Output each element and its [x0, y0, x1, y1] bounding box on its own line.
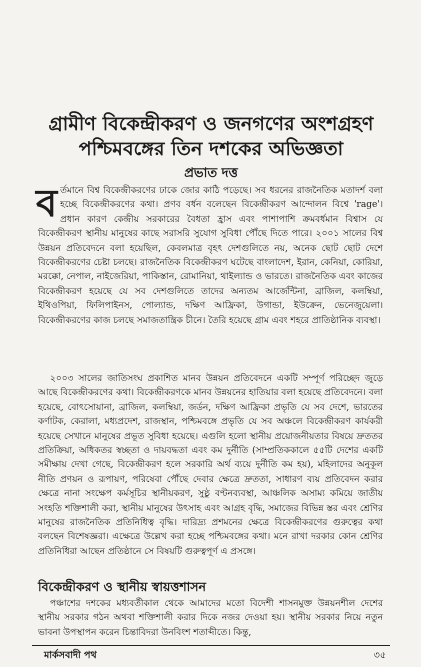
journal-name: মার্কসবাদী পথ	[44, 650, 97, 661]
section-heading: বিকেন্দ্রীকরণ ও স্থানীয় স্বায়ত্তশাসন	[38, 579, 206, 594]
paragraph-3: পঞ্চাশের দশকের মধ্যবর্তীকাল থেকে আমাদের মতো বিদেশী শাসনমুক্ত উন্নয়নশীল দেশের স্থানীয় সরকার গঠন অথবা শক্তিশালী করার দিকে নজর দেওয়া হয়। স্থানীয় সরকার নিয়ে নতুন ভাবনা উপস্থাপন করেন চিন্তাবিদরা উনবিংশ শতাব্দীতে। কিন্তু,	[38, 599, 383, 638]
paragraph-1	[36, 180, 384, 328]
article-author: প্রভাত দত্ত	[184, 166, 238, 181]
paragraph-1-text: র্তমানে বিশ্ব বিকেন্দ্রীকরণের ঢাকে জোর কাঠি পড়েছে। সব ধরনের রাজনৈতিক মতাদর্শ বলা হচ্ছে বিকেন্দ্রীকরণের কথা। প্রণব বর্ধন বলেছেন বিকেন্দ্রীকরণ আন্দোলন বিশ্বে 'rage'। প্রধান কারণ কেন্দ্রীয় সরকারের বৈধতা হ্রাস এবং পাশাপাশি ক্রমবর্ধমান বিশ্বাস যে বিকেন্দ্রীকরণ স্থানীয় মানুষের কাছে সরাসরি সুযোগ সুবিধা পৌঁছে দিতে পারে। ২০০১ সালের বিশ্ব উন্নয়ন প্রতিবেদনে বলা হয়েছিল, কেবলমাত্র বৃহৎ দেশগুলিতে নয়, অনেক ছোট ছোট দেশে বিকেন্দ্রীকরণের চেষ্টা চলছে। রাজনৈতিক বিকেন্দ্রীকরণ ঘটেছে বাংলাদেশ, ইরান, কেনিয়া, কোরিয়া, মরক্কো, নেপাল, নাইজেরিয়া, পাকিস্তান, রোমানিয়া, থাইল্যান্ড ও ভারতে। রাজনৈতিক এবং কাজের বিকেন্দ্রীকরণ হয়েছে যে সব দেশগুলিতে তাদের অন্যতম আর্জেন্টিনা, ব্রাজিল, কলম্বিয়া, ইথিওপিয়া, ফিলিপাইনস, পোল্যান্ড, দক্ষিণ আফ্রিকা, উগান্ডা, ইউক্রেন, ভেনেজুয়েলা। বিকেন্দ্রীকরণের কাজ চলছে সমাজতান্ত্রিক চীনে। তৈরি হয়েছে গ্রাম এবং শহরে প্রাতিষ্ঠানিক ব্যবস্থা।	[38, 186, 384, 326]
drop-cap: ব	[36, 180, 58, 225]
article-title: গ্রামীণ বিকেন্দ্রীকরণ ও জনগণের অংশগ্রহণ পশ্চিমবঙ্গের তিন দশকের অভিজ্ঞতা	[48, 113, 374, 160]
paragraph-2: ২০০৩ সালের জাতিসংঘ প্রকাশিত মানব উন্নয়ন প্রতিবেদনে একটি সম্পূর্ণ পরিচ্ছেদ জুড়ে আছে বিকেন্দ্রীকরণের কথা। বিকেন্দ্রীকরণকে মানব উন্নয়নের হাতিয়ার বলা হয়েছে প্রতিবেদনে। বলা হয়েছে, বোৎসোয়ানা, ব্রাজিল, কলম্বিয়া, জর্ডন, দক্ষিণ আফ্রিকা প্রভৃতি যে সব দেশে, ভারতের কর্ণাটক, কেরালা, মধ্যপ্রদেশ, রাজস্থান, পশ্চিমবঙ্গে প্রভৃতি যে সব অঞ্চলে বিকেন্দ্রীকরণ কার্যকরী হয়েছে সেখানে মানুষের প্রভূত সুবিধা হয়েছে। এগুলি হলো স্থানীয় প্রয়োজনীয়তার বিষয়ে দ্রুততর প্রতিক্রিয়া, অধিকতর স্বচ্ছতা ও দায়বদ্ধতা এবং কম দুর্নীতি (সাম্প্রতিককালে ৫৫টি দেশের একটি সমীক্ষায় দেখা গেছে, বিকেন্দ্রীকরণ হলে সরকারি অর্থ ব্যয়ে দুর্নীতি কম হয়), মহিলাদের অনুকূল নীতি প্রণয়ন ও রূপায়ণ, পরিষেবা পৌঁছে দেবার ক্ষেত্রে দ্রুততা, সাধারণ ব্যয় প্রতিবেদন করার ক্ষেত্রে নানা সংক্ষেপ কর্মসূচির স্থানীয়করণ, সুষ্ঠু বণ্টনব্যবস্থা, আঞ্চলিক অসাম্য কমিয়ে জাতীয় সংহতি শক্তিশালী করা, স্থানীয় মানুষের উৎসাহ এবং আগ্রহ বৃদ্ধি, সমাজের বিভিন্ন স্তর এবং শ্রেণির মানুষের রাজনৈতিক প্রতিনিধিত্ব বৃদ্ধি। দারিদ্র্য প্রশমনের ক্ষেত্রে বিকেন্দ্রীকরণের গুরুত্বের কথা বলছেন বিশেষজ্ঞরা। এক্ষেত্রে উল্লেখ করা হচ্ছে পশ্চিমবঙ্গের কথা। মনে রাখা দরকার কোন শ্রেণির প্রতিনিধিরা আছেন প্রতিষ্ঠানে সে বিষয়টি গুরুত্বপূর্ণ এ প্রসঙ্গে।	[38, 374, 383, 557]
footer-divider	[32, 645, 390, 646]
page-number: ৩৫	[373, 650, 386, 661]
